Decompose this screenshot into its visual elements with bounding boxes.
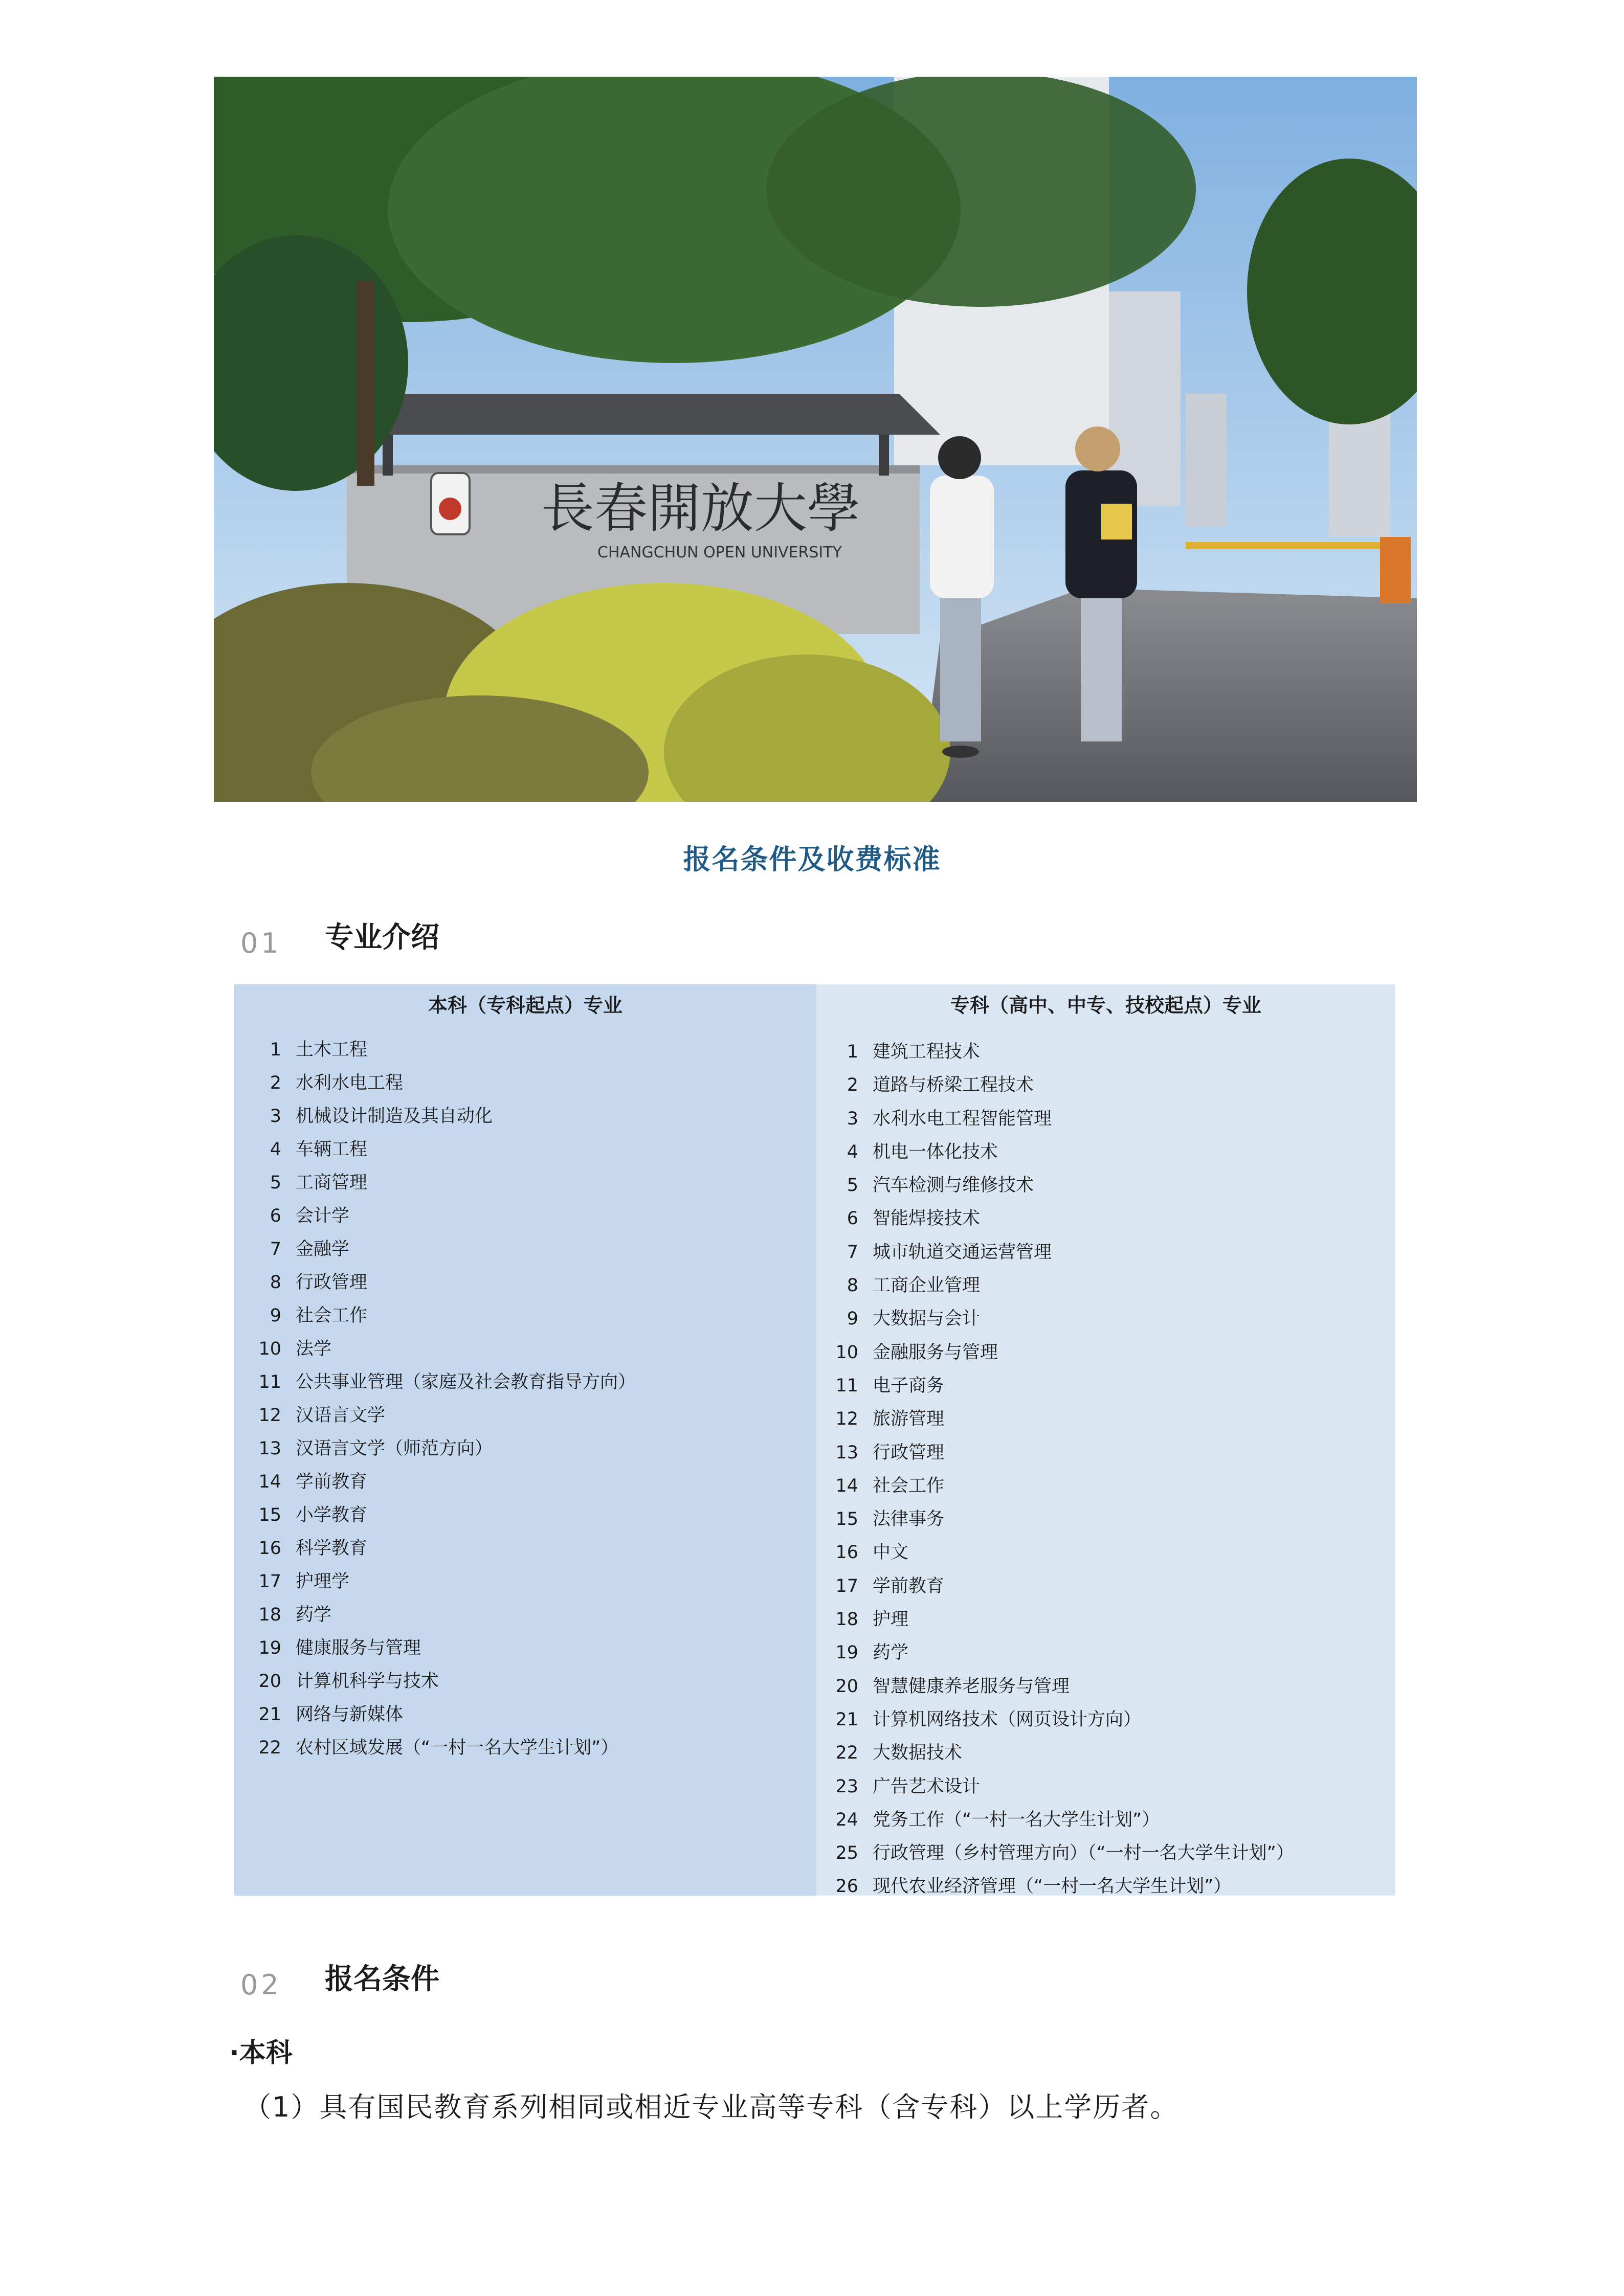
major-number: 25 <box>835 1843 858 1864</box>
major-item <box>827 1236 1294 1269</box>
bachelor-column <box>234 984 816 1896</box>
major-name: 社会工作 <box>873 1475 945 1496</box>
major-number: 8 <box>270 1272 281 1293</box>
major-item <box>827 1636 1294 1670</box>
major-name: 广告艺术设计 <box>873 1776 981 1797</box>
major-name: 旅游管理 <box>873 1409 945 1430</box>
requirement-paragraph: （1）具有国民教育系列相同或相近专业高等专科（含专科）以上学历者。 <box>243 2091 1179 2123</box>
major-item <box>827 1102 1294 1136</box>
major-number: 1 <box>270 1040 281 1060</box>
major-number: 1 <box>847 1042 858 1062</box>
major-item <box>250 1233 636 1266</box>
campus-photo <box>214 77 1417 802</box>
major-number: 26 <box>835 1876 858 1897</box>
major-number: 18 <box>835 1609 858 1630</box>
major-item <box>827 1703 1294 1737</box>
major-name: 科学教育 <box>296 1538 368 1559</box>
page-title: 报名条件及收费标准 <box>683 843 941 875</box>
major-number: 22 <box>258 1738 281 1758</box>
section-title: 专业介绍 <box>325 921 439 954</box>
major-item <box>250 1665 636 1698</box>
major-number: 15 <box>258 1505 281 1525</box>
major-item <box>827 1036 1294 1069</box>
major-name: 行政管理（乡村管理方向）（“一村一名大学生计划”） <box>873 1843 1294 1864</box>
major-item <box>827 1169 1294 1202</box>
major-item <box>827 1670 1294 1703</box>
major-name: 学前教育 <box>296 1472 368 1492</box>
major-number: 17 <box>258 1571 281 1592</box>
major-item <box>250 1599 636 1632</box>
major-name: 小学教育 <box>296 1505 368 1525</box>
major-name: 金融学 <box>296 1239 350 1259</box>
major-number: 3 <box>270 1106 281 1127</box>
major-item <box>827 1302 1294 1336</box>
majors-table <box>234 984 1395 1896</box>
major-item <box>250 1698 636 1731</box>
major-item <box>827 1536 1294 1569</box>
major-number: 10 <box>835 1342 858 1363</box>
major-item <box>827 1136 1294 1169</box>
major-name: 金融服务与管理 <box>873 1342 998 1363</box>
major-name: 计算机网络技术（网页设计方向） <box>873 1709 1142 1730</box>
junior-college-major-list <box>827 1036 1294 1904</box>
major-number: 13 <box>258 1438 281 1459</box>
major-item <box>827 1770 1294 1804</box>
major-number: 19 <box>258 1638 281 1658</box>
major-name: 土木工程 <box>296 1040 368 1060</box>
major-name: 公共事业管理（家庭及社会教育指导方向） <box>296 1372 636 1392</box>
major-name: 大数据技术 <box>873 1743 963 1764</box>
major-item <box>250 1532 636 1565</box>
major-item <box>250 1133 636 1166</box>
major-number: 16 <box>835 1542 858 1563</box>
major-name: 法律事务 <box>873 1509 945 1530</box>
major-number: 5 <box>847 1175 858 1196</box>
major-name: 现代农业经济管理（“一村一名大学生计划”） <box>873 1876 1232 1897</box>
major-name: 车辆工程 <box>296 1139 368 1160</box>
major-number: 11 <box>258 1372 281 1392</box>
major-number: 15 <box>835 1509 858 1530</box>
major-name: 电子商务 <box>873 1375 945 1396</box>
major-number: 4 <box>847 1141 858 1162</box>
bachelor-subheading: ·本科 <box>229 2038 293 2068</box>
major-number: 6 <box>847 1208 858 1229</box>
major-item <box>250 1166 636 1200</box>
major-item <box>250 1333 636 1366</box>
major-name: 护理 <box>873 1609 909 1630</box>
major-item <box>827 1737 1294 1770</box>
major-item <box>250 1033 636 1067</box>
major-number: 9 <box>270 1305 281 1326</box>
major-number: 2 <box>847 1075 858 1096</box>
major-name: 健康服务与管理 <box>296 1638 421 1658</box>
major-number: 21 <box>835 1709 858 1730</box>
major-number: 4 <box>270 1139 281 1160</box>
major-number: 24 <box>835 1809 858 1830</box>
major-number: 12 <box>835 1409 858 1430</box>
major-name: 大数据与会计 <box>873 1309 981 1330</box>
major-item <box>827 1870 1294 1903</box>
major-item <box>827 1202 1294 1235</box>
major-item <box>827 1403 1294 1436</box>
junior-college-column <box>816 984 1395 1896</box>
major-number: 11 <box>835 1375 858 1396</box>
major-name: 汉语言文学 <box>296 1405 386 1426</box>
major-number: 9 <box>847 1309 858 1330</box>
bachelor-major-list <box>250 1033 636 1765</box>
major-item <box>827 1503 1294 1536</box>
major-item <box>250 1067 636 1100</box>
major-number: 5 <box>270 1173 281 1193</box>
major-item <box>250 1266 636 1299</box>
major-number: 20 <box>835 1676 858 1697</box>
major-name: 道路与桥梁工程技术 <box>873 1075 1034 1096</box>
major-number: 13 <box>835 1442 858 1463</box>
major-number: 17 <box>835 1575 858 1596</box>
major-item <box>250 1632 636 1665</box>
major-number: 8 <box>847 1275 858 1296</box>
major-name: 水利水电工程智能管理 <box>873 1108 1052 1129</box>
sign-text: 長春開放大學 <box>541 477 861 539</box>
major-name: 法学 <box>296 1339 332 1359</box>
major-item <box>827 1804 1294 1837</box>
bachelor-column-header: 本科（专科起点）专业 <box>428 994 622 1017</box>
major-number: 14 <box>258 1472 281 1492</box>
major-item <box>827 1269 1294 1302</box>
major-name: 会计学 <box>296 1206 350 1226</box>
major-name: 网络与新媒体 <box>296 1704 404 1725</box>
major-number: 6 <box>270 1206 281 1226</box>
major-number: 23 <box>835 1776 858 1797</box>
major-number: 22 <box>835 1743 858 1764</box>
major-name: 机械设计制造及其自动化 <box>296 1106 493 1127</box>
major-name: 行政管理 <box>873 1442 945 1463</box>
major-name: 工商企业管理 <box>873 1275 981 1296</box>
major-number: 7 <box>847 1242 858 1263</box>
sign-subtext: CHANGCHUN OPEN UNIVERSITY <box>597 544 842 561</box>
section-number: 01 <box>240 927 282 959</box>
section-number: 02 <box>240 1969 282 2001</box>
major-name: 智慧健康养老服务与管理 <box>873 1676 1070 1697</box>
major-item <box>827 1336 1294 1369</box>
major-item <box>250 1466 636 1499</box>
major-name: 药学 <box>296 1605 332 1625</box>
major-number: 3 <box>847 1108 858 1129</box>
major-item <box>827 1603 1294 1636</box>
major-name: 水利水电工程 <box>296 1073 404 1093</box>
major-name: 中文 <box>873 1542 909 1563</box>
major-name: 行政管理 <box>296 1272 368 1293</box>
major-name: 建筑工程技术 <box>873 1042 981 1062</box>
major-number: 21 <box>258 1704 281 1725</box>
major-item <box>827 1436 1294 1470</box>
major-item <box>250 1299 636 1333</box>
major-item <box>827 1369 1294 1403</box>
major-name: 智能焊接技术 <box>873 1208 981 1229</box>
major-name: 药学 <box>873 1642 909 1663</box>
major-item <box>827 1837 1294 1870</box>
major-name: 党务工作（“一村一名大学生计划”） <box>873 1809 1160 1830</box>
major-item <box>250 1399 636 1432</box>
major-name: 机电一体化技术 <box>873 1141 998 1162</box>
major-name: 农村区域发展（“一村一名大学生计划”） <box>296 1738 619 1758</box>
major-number: 19 <box>835 1642 858 1663</box>
junior-college-column-header: 专科（高中、中专、技校起点）专业 <box>950 994 1261 1017</box>
major-item <box>250 1731 636 1765</box>
major-name: 学前教育 <box>873 1575 945 1596</box>
major-number: 10 <box>258 1339 281 1359</box>
major-number: 18 <box>258 1605 281 1625</box>
major-number: 7 <box>270 1239 281 1259</box>
major-item <box>250 1499 636 1532</box>
major-name: 社会工作 <box>296 1305 368 1326</box>
major-item <box>250 1200 636 1233</box>
major-item <box>250 1366 636 1399</box>
major-number: 20 <box>258 1671 281 1692</box>
major-name: 护理学 <box>296 1571 350 1592</box>
major-item <box>250 1432 636 1466</box>
major-item <box>250 1100 636 1133</box>
major-item <box>250 1565 636 1599</box>
major-item <box>827 1069 1294 1102</box>
major-name: 工商管理 <box>296 1173 368 1193</box>
major-name: 汉语言文学（师范方向） <box>296 1438 493 1459</box>
major-item <box>827 1570 1294 1603</box>
major-name: 城市轨道交通运营管理 <box>873 1242 1052 1263</box>
major-number: 14 <box>835 1475 858 1496</box>
major-number: 2 <box>270 1073 281 1093</box>
major-name: 汽车检测与维修技术 <box>873 1175 1034 1196</box>
major-number: 16 <box>258 1538 281 1559</box>
major-item <box>827 1470 1294 1503</box>
major-name: 计算机科学与技术 <box>296 1671 439 1692</box>
major-number: 12 <box>258 1405 281 1426</box>
section-title: 报名条件 <box>325 1963 439 1996</box>
